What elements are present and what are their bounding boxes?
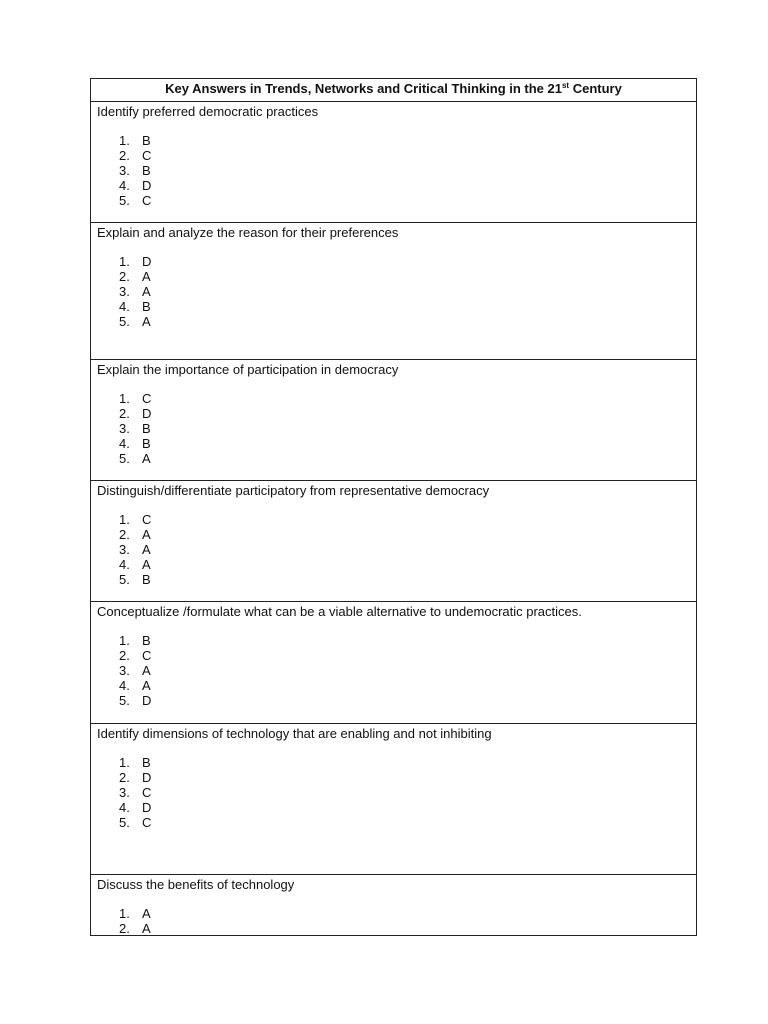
section-heading: Identify preferred democratic practices	[97, 104, 319, 119]
answer-number: 4.	[119, 678, 130, 693]
answer-letter: B	[142, 755, 151, 770]
answer-number: 5.	[119, 451, 130, 466]
answer-item	[119, 815, 690, 830]
answer-letter: D	[142, 693, 152, 708]
answer-number: 4.	[119, 800, 130, 815]
answer-letter: A	[142, 269, 151, 284]
answer-list	[97, 512, 690, 587]
answer-number: 3.	[119, 785, 130, 800]
answer-item	[119, 572, 690, 587]
answer-letter: D	[142, 800, 152, 815]
answer-item	[119, 451, 690, 466]
answer-number: 5.	[119, 572, 130, 587]
answer-letter: A	[142, 314, 151, 329]
answer-number: 2.	[119, 406, 130, 421]
answer-section	[91, 602, 696, 724]
answer-section	[91, 102, 696, 223]
answer-letter: A	[142, 663, 151, 678]
answer-letter: A	[142, 527, 151, 542]
answer-item	[119, 148, 690, 163]
document-title	[91, 79, 696, 102]
answer-number: 1.	[119, 755, 130, 770]
section-heading: Conceptualize /formulate what can be a viable alternative to undemocratic practices.	[97, 604, 582, 619]
answer-number: 5.	[119, 314, 130, 329]
answer-letter: D	[142, 254, 152, 269]
title-superscript: st	[561, 81, 570, 90]
answer-key-table	[90, 78, 697, 936]
answer-item	[119, 785, 690, 800]
answer-number: 1.	[119, 254, 130, 269]
answer-letter: C	[142, 391, 152, 406]
answer-list	[97, 391, 690, 466]
section-heading: Identify dimensions of technology that are enabling and not inhibiting	[97, 726, 492, 741]
answer-number: 3.	[119, 284, 130, 299]
answer-number: 3.	[119, 163, 130, 178]
answer-number: 4.	[119, 557, 130, 572]
answer-number: 1.	[119, 906, 130, 921]
answer-letter: A	[142, 542, 151, 557]
answer-item	[119, 633, 690, 648]
answer-item	[119, 542, 690, 557]
answer-number: 2.	[119, 148, 130, 163]
sections-container	[91, 102, 696, 935]
answer-letter: A	[142, 678, 151, 693]
answer-letter: B	[142, 572, 151, 587]
answer-item	[119, 391, 690, 406]
answer-number: 3.	[119, 663, 130, 678]
answer-number: 5.	[119, 693, 130, 708]
title-text: Key Answers in Trends, Networks and Critical Thinking in the 21	[165, 81, 562, 96]
answer-letter: D	[142, 178, 152, 193]
answer-number: 1.	[119, 391, 130, 406]
answer-number: 5.	[119, 815, 130, 830]
answer-letter: D	[142, 406, 152, 421]
answer-letter: B	[142, 436, 151, 451]
answer-section	[91, 360, 696, 481]
answer-number: 2.	[119, 269, 130, 284]
answer-number: 3.	[119, 421, 130, 436]
answer-list	[97, 633, 690, 708]
answer-number: 4.	[119, 299, 130, 314]
answer-number: 2.	[119, 921, 130, 936]
answer-item	[119, 921, 690, 936]
answer-item	[119, 269, 690, 284]
answer-list	[97, 906, 690, 936]
answer-item	[119, 314, 690, 329]
answer-letter: A	[142, 451, 151, 466]
answer-item	[119, 193, 690, 208]
answer-item	[119, 663, 690, 678]
answer-item	[119, 800, 690, 815]
answer-letter: A	[142, 557, 151, 572]
answer-item	[119, 284, 690, 299]
answer-item	[119, 770, 690, 785]
answer-letter: A	[142, 906, 151, 921]
answer-letter: D	[142, 770, 152, 785]
answer-item	[119, 678, 690, 693]
answer-letter: A	[142, 921, 151, 936]
answer-item	[119, 648, 690, 663]
answer-number: 4.	[119, 178, 130, 193]
answer-section	[91, 875, 696, 935]
answer-number: 3.	[119, 542, 130, 557]
answer-item	[119, 299, 690, 314]
answer-item	[119, 421, 690, 436]
answer-letter: A	[142, 284, 151, 299]
answer-letter: C	[142, 648, 152, 663]
answer-item	[119, 527, 690, 542]
answer-letter: C	[142, 148, 152, 163]
answer-number: 5.	[119, 193, 130, 208]
answer-item	[119, 254, 690, 269]
answer-item	[119, 178, 690, 193]
section-heading: Explain the importance of participation in democracy	[97, 362, 399, 377]
answer-section	[91, 481, 696, 602]
section-heading: Explain and analyze the reason for their preferences	[97, 225, 399, 240]
title-suffix: Century	[569, 81, 622, 96]
answer-item	[119, 406, 690, 421]
answer-number: 4.	[119, 436, 130, 451]
answer-letter: B	[142, 633, 151, 648]
section-heading: Distinguish/differentiate participatory from representative democracy	[97, 483, 490, 498]
answer-item	[119, 512, 690, 527]
answer-letter: C	[142, 815, 152, 830]
answer-item	[119, 133, 690, 148]
answer-number: 2.	[119, 527, 130, 542]
answer-list	[97, 133, 690, 208]
answer-item	[119, 163, 690, 178]
answer-letter: B	[142, 299, 151, 314]
answer-letter: C	[142, 512, 152, 527]
answer-number: 1.	[119, 512, 130, 527]
answer-letter: C	[142, 193, 152, 208]
answer-number: 1.	[119, 633, 130, 648]
answer-item	[119, 693, 690, 708]
answer-number: 2.	[119, 648, 130, 663]
answer-item	[119, 436, 690, 451]
answer-letter: B	[142, 133, 151, 148]
answer-letter: B	[142, 421, 151, 436]
answer-section	[91, 724, 696, 875]
answer-letter: C	[142, 785, 152, 800]
answer-item	[119, 755, 690, 770]
section-heading: Discuss the benefits of technology	[97, 877, 295, 892]
answer-letter: B	[142, 163, 151, 178]
answer-number: 1.	[119, 133, 130, 148]
answer-item	[119, 906, 690, 921]
answer-list	[97, 755, 690, 830]
answer-item	[119, 557, 690, 572]
answer-number: 2.	[119, 770, 130, 785]
answer-section	[91, 223, 696, 360]
answer-list	[97, 254, 690, 329]
